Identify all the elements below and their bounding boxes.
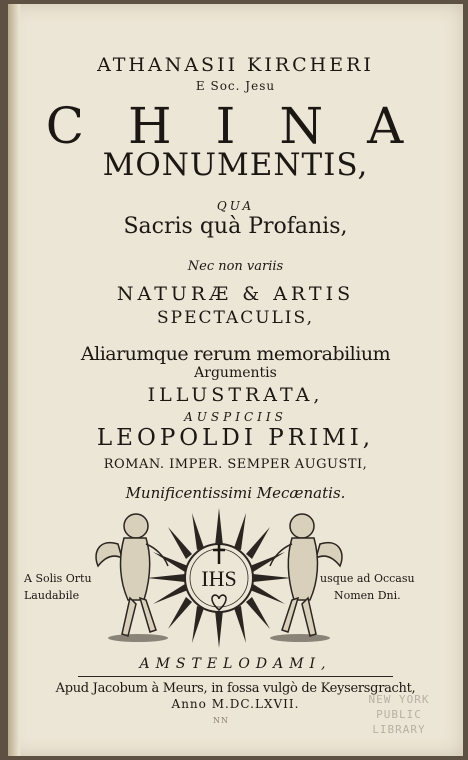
imprint-city: AMSTELODAMI,	[139, 656, 332, 672]
munificentissimi-line: Munificentissimi Mecænatis.	[125, 484, 346, 502]
title-page	[8, 4, 463, 756]
qua-line: QUA	[216, 199, 255, 213]
argumentis-line: Argumentis	[194, 365, 277, 381]
imprint-rule	[78, 676, 393, 677]
nec-non-line: Nec non variis	[187, 259, 284, 274]
ihs-monogram: IHS	[201, 566, 237, 591]
main-title: CHINA	[45, 97, 448, 155]
spectaculis-line: SPECTACULIS,	[157, 308, 314, 328]
left-cherub-icon	[96, 514, 168, 636]
right-motto-line: usque ad Occasu	[320, 572, 415, 585]
page-mark: NN	[213, 716, 229, 725]
left-motto-line: A Solis Ortu	[24, 572, 92, 585]
library-stamp-line: PUBLIC	[376, 708, 422, 721]
leopoldi-line: LEOPOLDI PRIMI,	[96, 425, 375, 451]
right-motto-line: Nomen Dni.	[333, 589, 401, 602]
sacris-line: Sacris quà Profanis,	[123, 214, 348, 239]
library-stamp-line: NEW YORK	[368, 693, 430, 706]
left-motto	[24, 570, 92, 604]
imprint-publisher: Apud Jacobum à Meurs, in fossa vulgò de Keysersgracht,	[55, 681, 416, 696]
naturae-line: NATURÆ & ARTIS	[116, 283, 355, 305]
society-line: E Soc. Jesu	[195, 79, 276, 93]
author-name: ATHANASII KIRCHERI	[97, 54, 374, 76]
subtitle: MONUMENTIS,	[102, 147, 369, 183]
illustrata-line: ILLUSTRATA,	[147, 384, 324, 406]
library-stamp-line: LIBRARY	[372, 723, 426, 736]
roman-imper-line: ROMAN. IMPER. SEMPER AUGUSTI,	[103, 457, 368, 472]
library-stamp	[353, 692, 445, 737]
right-motto	[320, 570, 415, 604]
imprint-year: Anno M.DC.LXVII.	[171, 697, 300, 711]
auspiciis-line: AUSPICIIS	[184, 410, 287, 424]
aliarum-line: Aliarumque rerum memorabilium	[80, 343, 391, 365]
left-motto-line: Laudabile	[24, 589, 80, 602]
